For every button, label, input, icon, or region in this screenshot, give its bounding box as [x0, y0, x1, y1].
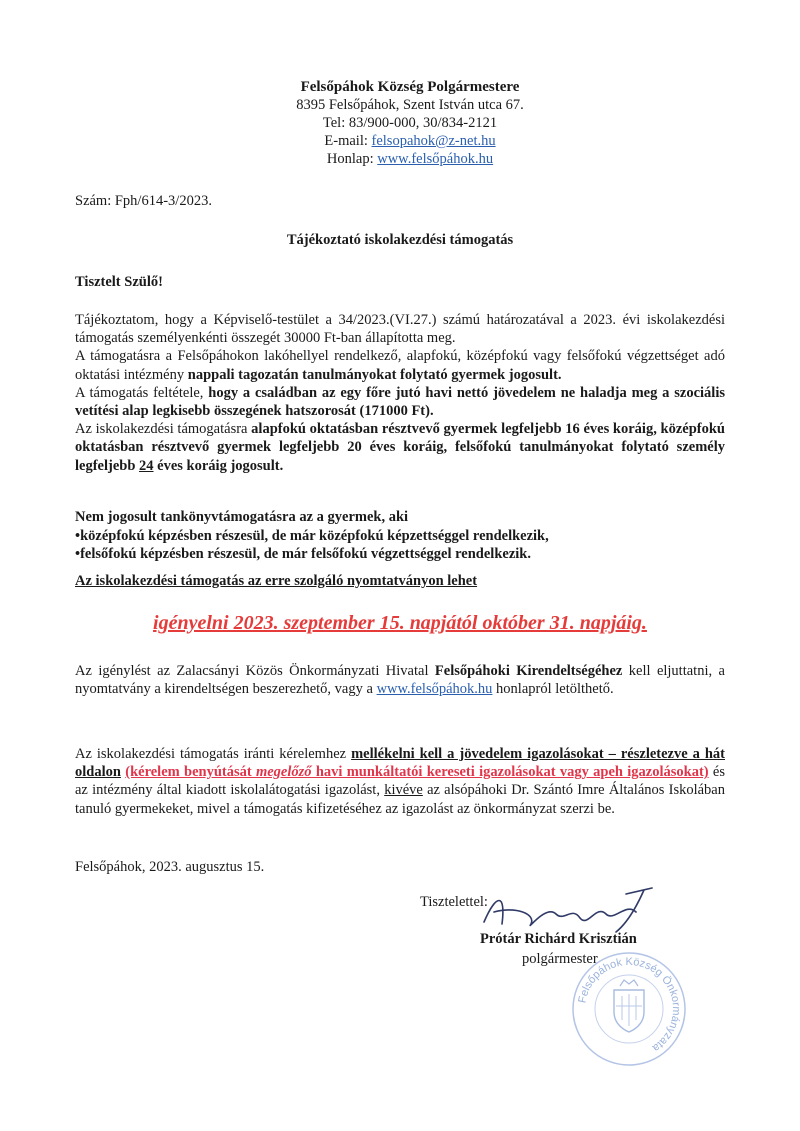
reference-number: Szám: Fph/614-3/2023. — [75, 193, 212, 209]
p1-age-limit: 24 — [139, 457, 154, 474]
document-title: Tájékoztató iskolakezdési támogatás — [286, 232, 514, 248]
p1-sentence-3: A támogatás feltétele, — [75, 384, 209, 401]
non-eligibility-item: •felsőfokú képzésben részesül, de már felsőfokú végzettséggel rendelkezik. — [75, 546, 531, 562]
p1-sentence-2: A támogatásra a Felsőpáhokon lakóhellyel rendelkező, alapfokú, középfokú vagy felsőfokú végzettséget adó oktatási intézmény — [75, 348, 725, 383]
org-email-line — [200, 132, 620, 150]
signer-role: polgármester — [522, 951, 598, 967]
non-eligibility-intro: Nem jogosult tankönyvtámogatásra az a gyermek, aki — [75, 509, 409, 525]
submission-paragraph — [75, 662, 725, 698]
p3-text: honlapról letölthető. — [492, 681, 614, 698]
greeting: Tisztelt Szülő! — [75, 274, 163, 290]
email-link[interactable]: felsopahok@z-net.hu — [371, 133, 496, 149]
application-line: Az iskolakezdési támogatás az erre szolgáló nyomtatványon lehet — [75, 573, 478, 589]
p1-sentence-4: Az iskolakezdési támogatásra — [75, 421, 252, 438]
p4-text: Az iskolakezdési támogatás iránti kérelemhez — [75, 746, 352, 762]
org-web-line — [200, 150, 620, 168]
attachments-paragraph — [75, 745, 725, 818]
email-label: E-mail: — [324, 133, 372, 149]
application-deadline: igényelni 2023. szeptember 15. napjától október 31. napjáig. — [153, 612, 647, 634]
closing-regards: Tisztelettel: — [420, 894, 488, 910]
p4-red-note — [125, 764, 708, 780]
p4-text: az alsópáhoki Dr. Szántó Imre Általános Iskolában tanuló gyermekeket, mivel a támogatás kifizetéséhez az igazolást az önkormányzat szerzi be. — [75, 782, 725, 817]
p4-red-note-italic: megelőző — [255, 764, 312, 781]
signature-image — [476, 884, 666, 936]
non-eligibility-item: •középfokú képzésben részesül, de már középfokú képzettséggel rendelkezik, — [75, 527, 549, 544]
non-eligibility-list — [75, 508, 725, 564]
web-link[interactable]: www.felsőpáhok.hu — [377, 151, 494, 167]
letterhead — [200, 78, 620, 168]
download-link[interactable]: www.felsőpáhok.hu — [376, 681, 493, 698]
p1-sentence-4-bold: alapfokú oktatásban résztvevő gyermek legfeljebb 16 éves koráig, középfokú oktatásban résztvevő gyermek legfeljebb 20 éves koráig, felsőfokú tanulmányokat folytató személy legfeljebb — [75, 421, 725, 474]
web-label: Honlap: — [326, 151, 378, 167]
signer-name: Prótár Richárd Krisztián — [480, 931, 637, 947]
p4-required-attachments: mellékelni kell a jövedelem igazolásokat – részletezve a hát oldalon — [75, 746, 725, 781]
eligibility-paragraph — [75, 311, 725, 475]
p3-office: Felsőpáhoki Kirendeltségéhez — [434, 663, 623, 679]
p4-exception: kivéve — [384, 782, 423, 799]
p1-sentence-4-end: éves koráig jogosult. — [153, 457, 284, 474]
p1-sentence-1: Tájékoztatom, hogy a Képviselő-testület a 34/2023.(VI.27.) számú határozatával a 2023. évi iskolakezdési támogatás személyenkénti összegét 30000 Ft-ban állapította meg. — [75, 312, 725, 347]
p1-sentence-3-bold: hogy a családban az egy főre jutó havi nettó jövedelem ne haladja meg a szociális vetítési alap legkisebb összegének hatszorosát (171000 Ft). — [75, 384, 725, 420]
place-and-date: Felsőpáhok, 2023. augusztus 15. — [75, 859, 265, 875]
org-name: Felsőpáhok Község Polgármestere — [300, 79, 520, 95]
p3-text: Az igénylést az Zalacsányi Közös Önkormányzati Hivatal — [75, 663, 435, 679]
p4-red-note-part: (kérelem benyútását — [125, 764, 256, 781]
svg-text:Felsőpáhok Község Önkormányzat: Felsőpáhok Község Önkormányzata — [576, 955, 683, 1055]
p3-text: kell eljuttatni, a nyomtatvány a kirendeltségen beszerezhető, vagy a — [75, 663, 725, 698]
p4-red-note-part: havi munkáltatói kereseti igazolásokat vagy apeh igazolásokat) — [311, 764, 709, 781]
p1-sentence-2-bold: nappali tagozatán tanulmányokat folytató gyermek jogosult. — [187, 366, 562, 383]
org-address: 8395 Felsőpáhok, Szent István utca 67. — [296, 97, 524, 113]
p4-text: és az intézmény által kiadott iskolalátogatási igazolást, — [75, 764, 725, 799]
official-stamp — [570, 950, 688, 1068]
org-phone: Tel: 83/900-000, 30/834-2121 — [322, 115, 498, 131]
